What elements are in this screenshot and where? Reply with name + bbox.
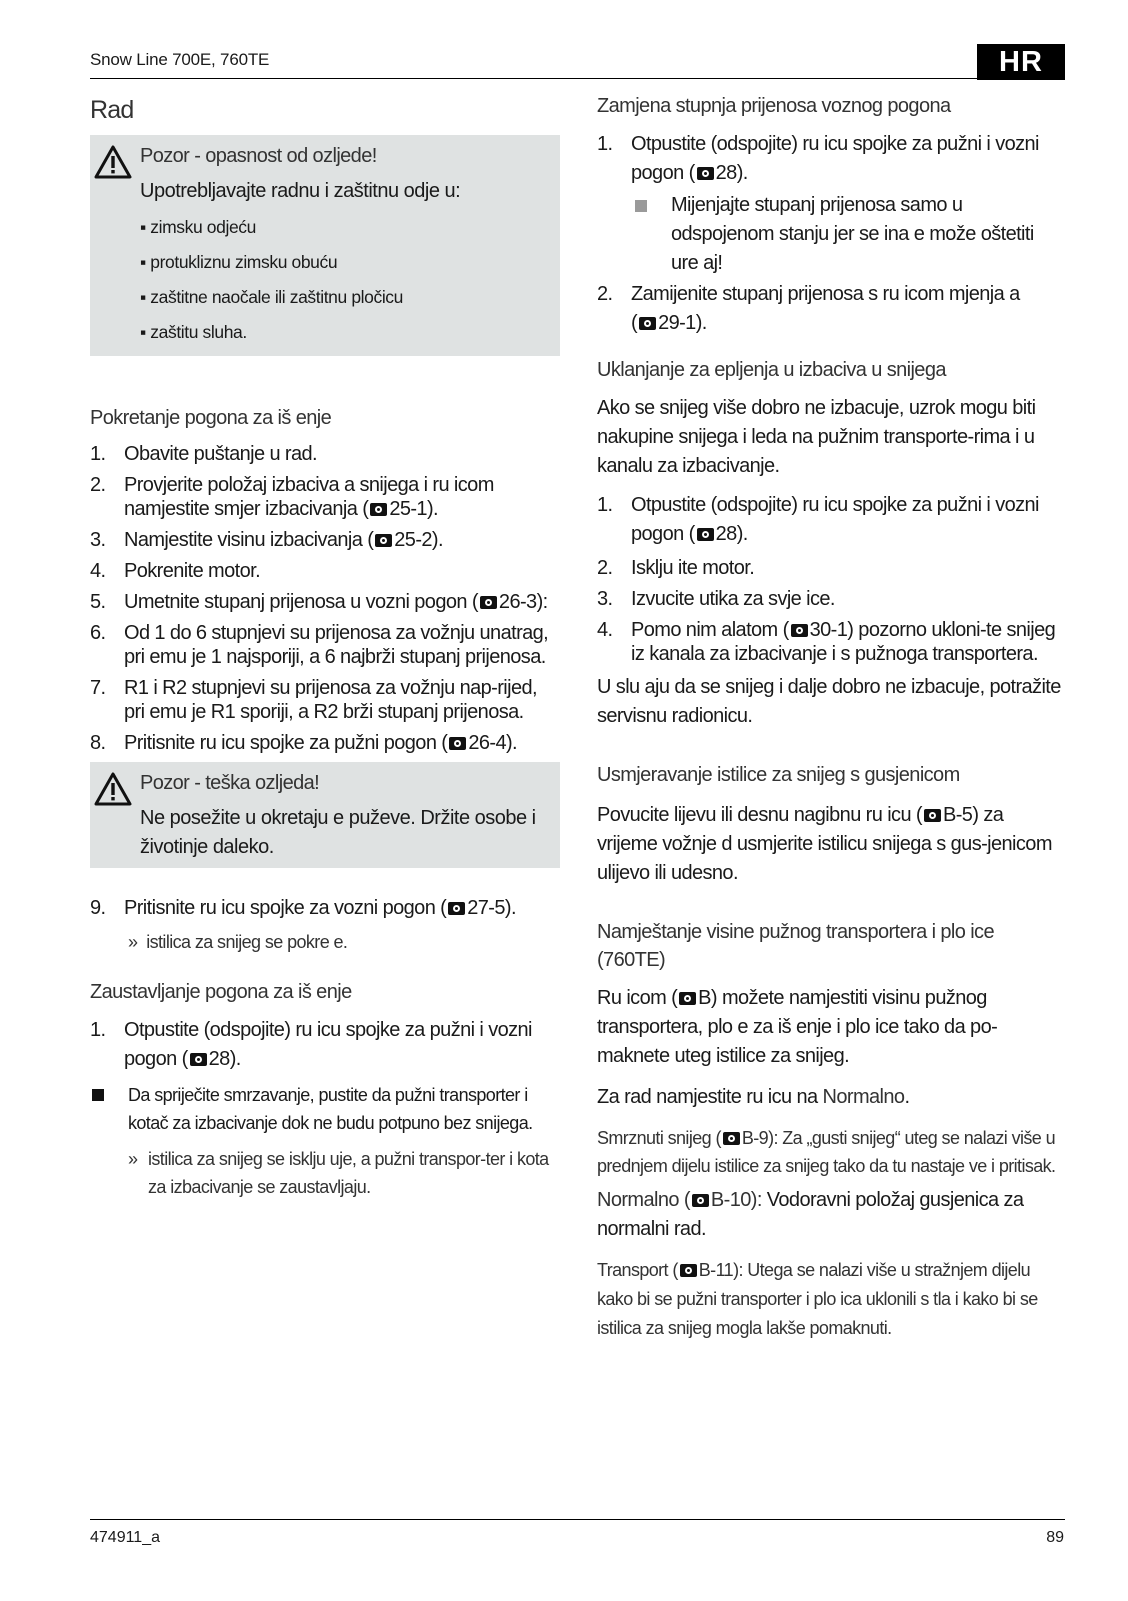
warning-text: Ne posežite u okretaju e puževe. Držite osobe i životinje daleko. — [140, 807, 536, 858]
language-badge: HR — [977, 44, 1065, 80]
camera-icon — [692, 1194, 709, 1207]
note-square-icon — [635, 200, 647, 212]
start-heading: Pokretanje pogona za iš enje — [90, 407, 332, 429]
list-item: 4. Pomo nim alatom ( 30-1) pozorno ukloni-te snijeg iz kanala za izbacivanje i s pužnoga transportera. — [597, 619, 1056, 665]
gear-step-2-ref: ( 29-1). — [631, 312, 707, 334]
list-item: 7. R1 i R2 stupnjevi su prijenosa za vožnju nap-rijed, pri emu je R1 sporiji, a R2 brži stupanj prijenosa. — [90, 677, 537, 723]
height-p1: Ru icom ( B) možete namjestiti visinu pužnog transportera, plo e za iš enje i plo ice tako da po-maknete uteg istilice za snijeg. — [597, 987, 998, 1067]
right-column — [597, 92, 1065, 1343]
steer-text: Povucite lijevu ili desnu nagibnu ru icu ( B-5) za vrijeme vožnje d usmjerite istilicu snijega s gus-jenicom ulijevo ili udesno. — [597, 804, 1052, 884]
page-number: 89 — [1046, 1529, 1064, 1546]
gear-steps — [597, 130, 1065, 188]
list-item: 1. Otpustite (odspojite) ru icu spojke za pužni i vozni pogon ( 28). — [597, 133, 1039, 184]
warning-text: Upotrebljavajte radnu i zaštitnu odje u: — [140, 180, 461, 202]
start-step-9 — [90, 894, 560, 923]
clog-steps — [597, 491, 1065, 666]
steer-heading: Usmjeravanje istilice za snijeg s gusjenicom — [597, 764, 960, 786]
list-item: 1. Otpustite (odspojite) ru icu spojke za pužni i vozni pogon ( 28). — [597, 494, 1039, 545]
camera-icon — [190, 1053, 207, 1066]
clog-outro: U slu aju da se snijeg i dalje dobro ne izbacuje, potražite servisnu radionicu. — [597, 676, 1061, 727]
list-item: ▪ zaštitne naočale ili zaštitnu pločicu — [140, 287, 403, 307]
warning-triangle-icon — [94, 772, 132, 806]
camera-icon — [697, 528, 714, 541]
list-item: 5. Umetnite stupanj prijenosa u vozni pogon ( 26-3): — [90, 591, 548, 613]
camera-icon — [375, 534, 392, 547]
list-item: 4. Pokrenite motor. — [90, 560, 261, 582]
camera-icon — [697, 167, 714, 180]
camera-icon — [680, 1264, 697, 1277]
note-text: Da spriječite smrzavanje, pustite da pužni transporter i kotač za izbacivanje dok ne budu potpuno bez snijega. — [128, 1085, 533, 1133]
list-item: 3. Namjestite visinu izbacivanja ( 25-2). — [90, 529, 443, 551]
gear-note — [597, 191, 1065, 278]
note-square-icon — [92, 1089, 104, 1101]
document-code: 474911_a — [90, 1529, 160, 1546]
camera-icon — [448, 902, 465, 915]
clog-intro: Ako se snijeg više dobro ne izbacuje, uzrok mogu biti nakupine snijega i leda na pužnim transporte-rima i u kanalu za izbacivanje. — [597, 397, 1036, 477]
list-item: 6. Od 1 do 6 stupnjevi su prijenosa za vožnju unatrag, pri emu je 1 najsporiji, a 6 najbrži stupanj prijenosa. — [90, 622, 549, 668]
list-item: ▪ zaštitu sluha. — [140, 322, 247, 342]
list-item: 2. Zamijenite stupanj prijenosa s ru icom mjenja a — [597, 283, 1020, 305]
footer-rule — [90, 1519, 1065, 1520]
list-item: 8. Pritisnite ru icu spojke za pužni pogon ( 26-4). — [90, 732, 518, 754]
header-rule — [90, 78, 1065, 79]
normal-mode: Normalno ( B-10): Vodoravni položaj gusjenica za normalni rad. — [597, 1189, 1024, 1240]
left-column — [90, 92, 560, 1201]
camera-icon — [370, 503, 387, 516]
ppe-list — [140, 210, 550, 350]
gear-heading: Zamjena stupnja prijenosa voznog pogona — [597, 95, 951, 117]
warning-triangle-icon — [94, 145, 132, 179]
camera-icon — [639, 317, 656, 330]
camera-icon — [449, 737, 466, 750]
camera-icon — [791, 624, 808, 637]
list-item: 2. Isklju ite motor. — [597, 557, 755, 579]
warning-box-injury — [90, 135, 560, 356]
list-item: 9. Pritisnite ru icu spojke za vozni pogon ( 27-5). — [90, 897, 516, 919]
gear-step-2 — [597, 282, 1065, 306]
section-title: Rad — [90, 96, 134, 124]
warning-box-severe — [90, 762, 560, 868]
warning-title: Pozor - teška ozljeda! — [140, 772, 320, 794]
list-item: ▪ zimsku odjeću — [140, 217, 256, 237]
camera-icon — [480, 596, 497, 609]
list-item: 3. Izvucite utika za svje ice. — [597, 588, 835, 610]
list-item: 2. Provjerite položaj izbaciva a snijega i ru icom namjestite smjer izbacivanja ( 25-1). — [90, 474, 494, 520]
height-heading: Namještanje visine pužnog transportera i plo ice (760TE) — [597, 921, 994, 971]
list-item: 1. Obavite puštanje u rad. — [90, 443, 317, 465]
transport-mode: Transport ( B-11): Utega se nalazi više u stražnjem dijelu kako bi se pužni transporter i plo ica uklonili s tla i kako bi se istilica za snijeg mogla lakše pomaknuti. — [597, 1260, 1038, 1338]
camera-icon — [924, 809, 941, 822]
camera-icon — [679, 992, 696, 1005]
stop-steps — [90, 1016, 560, 1074]
document-title: Snow Line 700E, 760TE — [90, 50, 270, 69]
height-p2: Za rad namjestite ru icu na Normalno. — [597, 1086, 910, 1108]
list-item: ▪ protukliznu zimsku obuću — [140, 252, 338, 272]
step9-result: » istilica za snijeg se pokre e. — [128, 932, 348, 952]
note-text: Mijenjajte stupanj prijenosa samo u odspojenom stanju jer se ina e može oštetiti ure aj! — [671, 194, 1034, 274]
stop-note — [90, 1081, 560, 1137]
clog-heading: Uklanjanje za epljenja u izbaciva u snijega — [597, 359, 946, 381]
stop-heading: Zaustavljanje pogona za iš enje — [90, 981, 352, 1003]
stop-result: » istilica za snijeg se isklju uje, a pužni transpor-ter i kota za izbacivanje se zaustavljaju. — [128, 1149, 549, 1197]
frozen-snow-mode: Smrznuti snijeg ( B-9): Za „gusti snijeg“ uteg se nalazi više u prednjem dijelu istilice za snijeg tako da tu nastaje ve i pritisak. — [597, 1128, 1056, 1176]
start-steps — [90, 442, 560, 755]
list-item: 1. Otpustite (odspojite) ru icu spojke za pužni i vozni pogon ( 28). — [90, 1019, 532, 1070]
warning-title: Pozor - opasnost od ozljede! — [140, 145, 377, 167]
camera-icon — [723, 1132, 740, 1145]
